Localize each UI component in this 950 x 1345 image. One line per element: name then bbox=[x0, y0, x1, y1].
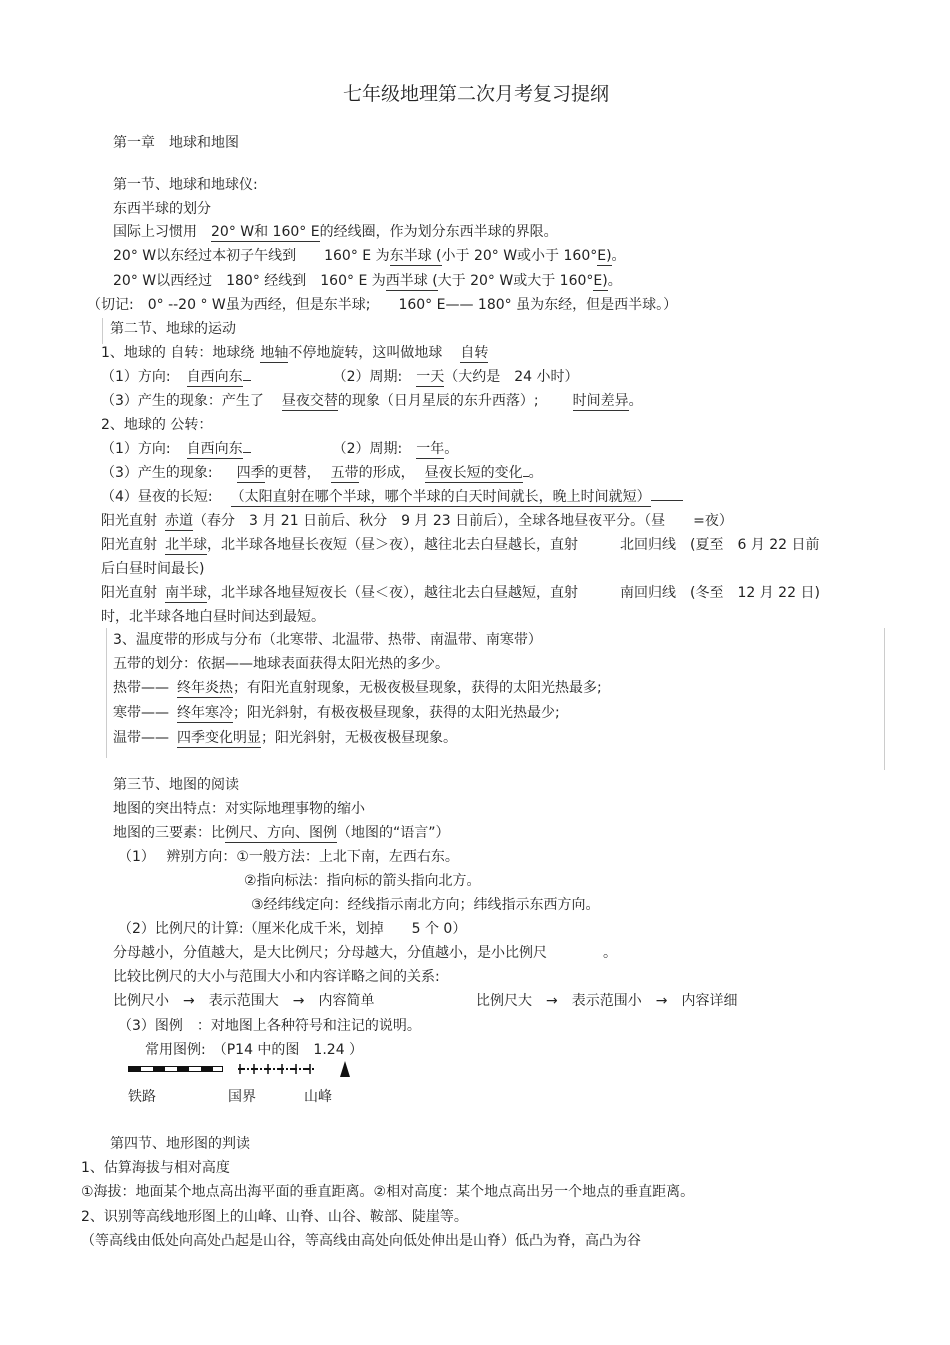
text-line: ③经纬线定向：经线指示南北方向；纬线指示东西方向。 bbox=[251, 897, 600, 913]
legend-label-border: 国界 bbox=[228, 1089, 256, 1105]
text-line: 比较比例尺的大小与范围大小和内容详略之间的关系: bbox=[113, 969, 440, 985]
mountain-peak-icon bbox=[339, 1060, 351, 1078]
text-line: （等高线由低处向高处凸起是山谷，等高线由高处向低处伸出是山脊）低凸为脊，高凸为谷 bbox=[81, 1233, 641, 1249]
text-line: 比例尺大 → 表示范围小 → 内容详细 bbox=[476, 993, 738, 1009]
text-line: （4）昼夜的长短: （太阳直射在哪个半球，哪个半球的白天时间就长，晚上时间就短） bbox=[101, 487, 683, 507]
section3-heading: 第三节、地图的阅读 bbox=[113, 777, 239, 793]
text-line: （3）图例 ：对地图上各种符号和注记的说明。 bbox=[118, 1018, 421, 1034]
text-line: 国际上习惯用 20° W和 160° E的经线圈，作为划分东西半球的界限。 bbox=[113, 224, 558, 240]
section2-heading: 第二节、地球的运动 bbox=[110, 321, 236, 337]
text-line: 后白昼时间最长) bbox=[101, 561, 205, 577]
page-title: 七年级地理第二次月考复习提纲 bbox=[343, 83, 610, 105]
text-line: （1） 辨别方向：①一般方法：上北下南，左西右东。 bbox=[118, 849, 459, 865]
railway-symbol-icon bbox=[128, 1064, 224, 1074]
text-line: （1）方向: 自西向东 （2）周期: 一天（大约是 24 小时） bbox=[101, 369, 579, 385]
margin-rule bbox=[102, 318, 103, 344]
section1-subheading: 东西半球的划分 bbox=[113, 201, 211, 217]
margin-rule bbox=[106, 628, 107, 758]
text-line: 地图的三要素：比例尺、方向、图例（地图的“语言”） bbox=[113, 825, 450, 841]
note-line: （切记: 0° --20 ° W虽为西经，但是东半球; 160° E—— 180° 虽为东经，但是西半球。） bbox=[87, 297, 678, 313]
margin-rule bbox=[884, 628, 885, 770]
text-line: 时，北半球各地白昼时间达到最短。 bbox=[101, 609, 325, 625]
text-line: 20° W以西经过 180° 经线到 160° E 为西半球 (大于 20° W或大于 160°E)。 bbox=[113, 273, 622, 289]
text-line: 地图的突出特点：对实际地理事物的缩小 bbox=[113, 801, 365, 817]
text-line: 3、温度带的形成与分布（北寒带、北温带、热带、南温带、南寒带） bbox=[113, 632, 542, 648]
text-line: ①海拔：地面某个地点高出海平面的垂直距离。②相对高度：某个地点高出另一个地点的垂直距离。 bbox=[81, 1184, 695, 1200]
text-line: （3）产生的现象: 四季的更替， 五带的形成， 昼夜长短的变化 。 bbox=[101, 465, 543, 481]
text-line: 温带—— 四季变化明显；阳光斜射，无极夜极昼现象。 bbox=[113, 730, 457, 746]
text-line: 1、地球的 自转：地球绕 地轴不停地旋转，这叫做地球 自转 bbox=[101, 345, 489, 361]
text-line: 寒带—— 终年寒冷；阳光斜射，有极夜极昼现象，获得的太阳光热最少; bbox=[113, 705, 560, 721]
text-line: 分母越小，分值越大，是大比例尺；分母越大，分值越小，是小比例尺 。 bbox=[113, 945, 617, 961]
section1-heading: 第一节、地球和地球仪: bbox=[113, 177, 258, 193]
text-line: 常用图例: （P14 中的图 1.24 ） bbox=[145, 1042, 364, 1058]
chapter-heading: 第一章 地球和地图 bbox=[113, 135, 239, 151]
text-line: 阳光直射 赤道（春分 3 月 21 日前后、秋分 9 月 23 日前后），全球各地昼夜平分。（昼 =夜） bbox=[101, 513, 733, 529]
legend-label-peak: 山峰 bbox=[304, 1089, 332, 1105]
text-line: （2）比例尺的计算:（厘米化成千米，划掉 5 个 0） bbox=[118, 921, 467, 937]
text-line: 2、地球的 公转： bbox=[101, 417, 213, 433]
text-line: 阳光直射 南半球，北半球各地昼短夜长（昼＜夜），越往北去白昼越短，直射 南回归线 (冬至 12 月 22 日) bbox=[101, 585, 820, 601]
text-line: ②指向标法：指向标的箭头指向北方。 bbox=[244, 873, 481, 889]
section4-heading: 第四节、地形图的判读 bbox=[110, 1136, 250, 1152]
text-line: （1）方向: 自西向东 （2）周期: 一年。 bbox=[101, 441, 459, 457]
text-line: 比例尺小 → 表示范围大 → 内容简单 bbox=[113, 993, 375, 1009]
text-line: 五带的划分：依据——地球表面获得太阳光热的多少。 bbox=[113, 656, 449, 672]
text-line: 热带—— 终年炎热；有阳光直射现象，无极夜极昼现象，获得的太阳光热最多; bbox=[113, 680, 602, 696]
text-line: 2、识别等高线地形图上的山峰、山脊、山谷、鞍部、陡崖等。 bbox=[81, 1209, 468, 1225]
border-symbol-icon bbox=[236, 1062, 318, 1076]
text-line: （3）产生的现象：产生了 昼夜交替的现象（日月星辰的东升西落）; 时间差异。 bbox=[101, 393, 643, 409]
text-line: 20° W以东经过本初子午线到 160° E 为东半球 (小于 20° W或小于 160°E)。 bbox=[113, 248, 626, 264]
legend-label-railway: 铁路 bbox=[128, 1089, 156, 1105]
text-line: 阳光直射 北半球，北半球各地昼长夜短（昼＞夜），越往北去白昼越长，直射 北回归线 (夏至 6 月 22 日前 bbox=[101, 537, 820, 553]
text-line: 1、估算海拔与相对高度 bbox=[81, 1160, 230, 1176]
